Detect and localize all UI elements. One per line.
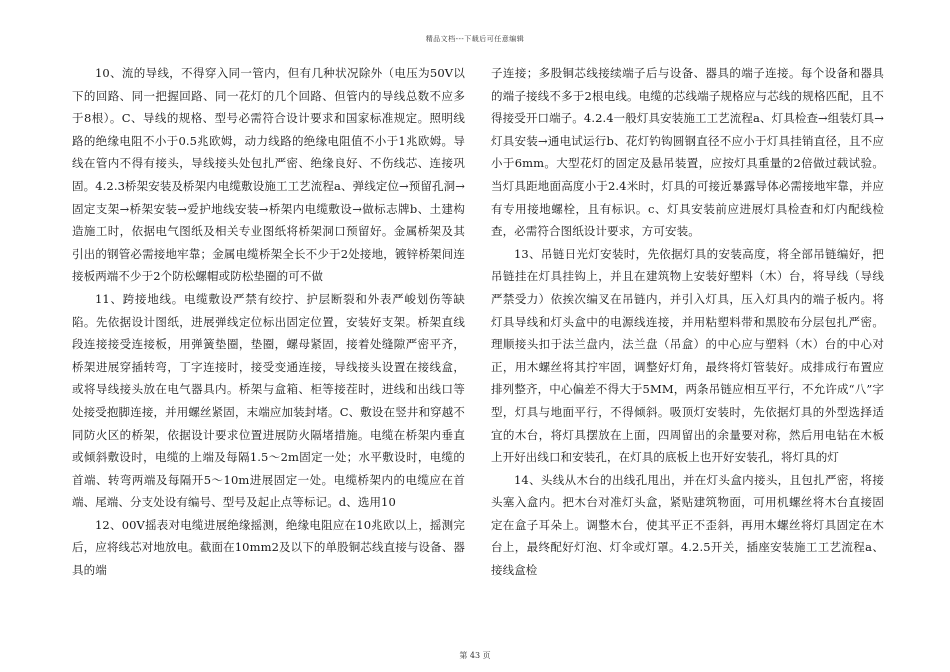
paragraph-12-continued: 子连接；多股铜芯线接续端子后与设备、器具的端子连接。每个设备和器具的端子接线不多于2根电线。电缆的芯线端子规格应与芯线的规格匹配，且不得接受开口端子。4.2.4一般灯具安装施工工艺流程a、灯具检查→组装灯具→灯具安装→通电试运行b、花灯钓钩圆钢直径不应小于灯具挂销直径，且不应小于6mm。大型花灯的固定及悬吊装置，应按灯具重量的2倍做过载试验。当灯具距地面高度小于2.4米时，灯具的可接近暴露导体必需接地牢靠，并应有专用接地螺栓，且有标识。c、灯具安装前应进展灯具检查和灯内配线检查，必需符合图纸设计要求，方可安装。	[491, 66, 884, 239]
page-number: 第 43 页	[459, 651, 491, 660]
paragraph-14: 14、头线从木台的出线孔甩出，并在灯头盒内接头，且包扎严密，将接头塞入盒内。把木台对准灯头盒，紧贴建筑物面，可用机螺丝将木台直接固定在盒子耳朵上。调整木台，使其平正不歪斜，再用木螺丝将灯具固定在木台上，最终配好灯泡、灯伞或灯罩。4.2.5开关，插座安装施工工艺流程a、接线盒检	[491, 472, 884, 578]
paragraph-11: 11、跨接地线。电缆敷设严禁有绞拧、护层断裂和外表严峻划伤等缺陷。先依据设计图纸，进展弹线定位标出固定位置，安装好支架。桥架直线段连接接受连接板，用弹簧垫圈，垫圈，螺母紧固，接着处缝隙严密平齐，桥架进展穿插转弯，丁字连接时，接受变通连接，导线接头设置在接线盒，或将导线接头放在电气器具内。桥架与盒箱、柜等接茬时，进线和出线口等处接受抱脚连接，并用螺丝紧固，末端应加装封堵。C、敷设在竖井和穿越不同防火区的桥架，依据设计要求位置进展防火隔堵措施。电缆在桥架内垂直或倾斜敷设时，电缆的上端及每隔1.5～2m固定一处；水平敷设时，电缆的首端、转弯两端及每隔开5～10m进展固定一处。电缆桥架内的电缆应在首端、尾端、分支处设有编号、型号及起止点等标记。d、选用10	[72, 291, 465, 510]
right-column	[491, 62, 884, 582]
paragraph-13: 13、吊链日光灯安装时，先依据灯具的安装高度，将全部吊链编好，把吊链挂在灯具挂钩上，并且在建筑物上安装好塑料（木）台，将导线（导线严禁受力）依挨次编叉在吊链内，并引入灯具，压入灯具内的端子板内。将灯具导线和灯头盒中的电源线连接，并用粘塑料带和黑胶布分层包扎严密。理顺接头扣于法兰盘内，法兰盘（吊盒）的中心应与塑料（木）台的中心对正，用木螺丝将其拧牢固，调整好灯角，最终将灯管装好。成排成行布置应排列整齐，中心偏差不得大于5MM，两条吊链应相互平行，不允许成“八”字型，灯具与地面平行，不得倾斜。吸顶灯安装时，先依据灯具的外型选择适宜的木台，将灯具摆放在上面，四周留出的余量要对称，然后用电钻在木板上开好出线口和安装孔，在灯具的底板上也开好安装孔，将灯具的灯	[491, 246, 884, 465]
paragraph-10: 10、流的导线，不得穿入同一管内，但有几种状况除外（电压为50V以下的回路、同一把握回路、同一花灯的几个回路、但管内的导线总数不应多于8根）。C、导线的规格、型号必需符合设计要求和国家标准规定。照明线路的绝缘电阻不小于0.5兆欧姆，动力线路的绝缘电阻值不小于1兆欧姆。导线在管内不得有接头，导线接头处包扎严密、绝缘良好、不伤线芯、连接巩固。4.2.3桥架安装及桥架内电缆敷设施工工艺流程a、弹线定位→预留孔洞→固定支架→桥架安装→爱护地线安装→桥架内电缆敷设→做标志牌b、土建构造施工时，依据电气图纸及相关专业图纸将桥架洞口预留好。金属桥架及其引出的钢管必需接地牢靠；金属电缆桥架全长不少于2处接地，镀锌桥架间连接板两端不少于2个防松螺帽或防松垫圈的可不做	[72, 66, 465, 284]
paragraph-12: 12、00V摇表对电缆进展绝缘摇测，绝缘电阻应在10兆欧以上，摇测完后，应将线芯对地放电。截面在10mm2及以下的单股铜芯线直接与设备、器具的端	[72, 517, 465, 578]
left-column	[72, 62, 465, 582]
page-header: 精品文档---下载后可任意编辑	[425, 35, 525, 43]
